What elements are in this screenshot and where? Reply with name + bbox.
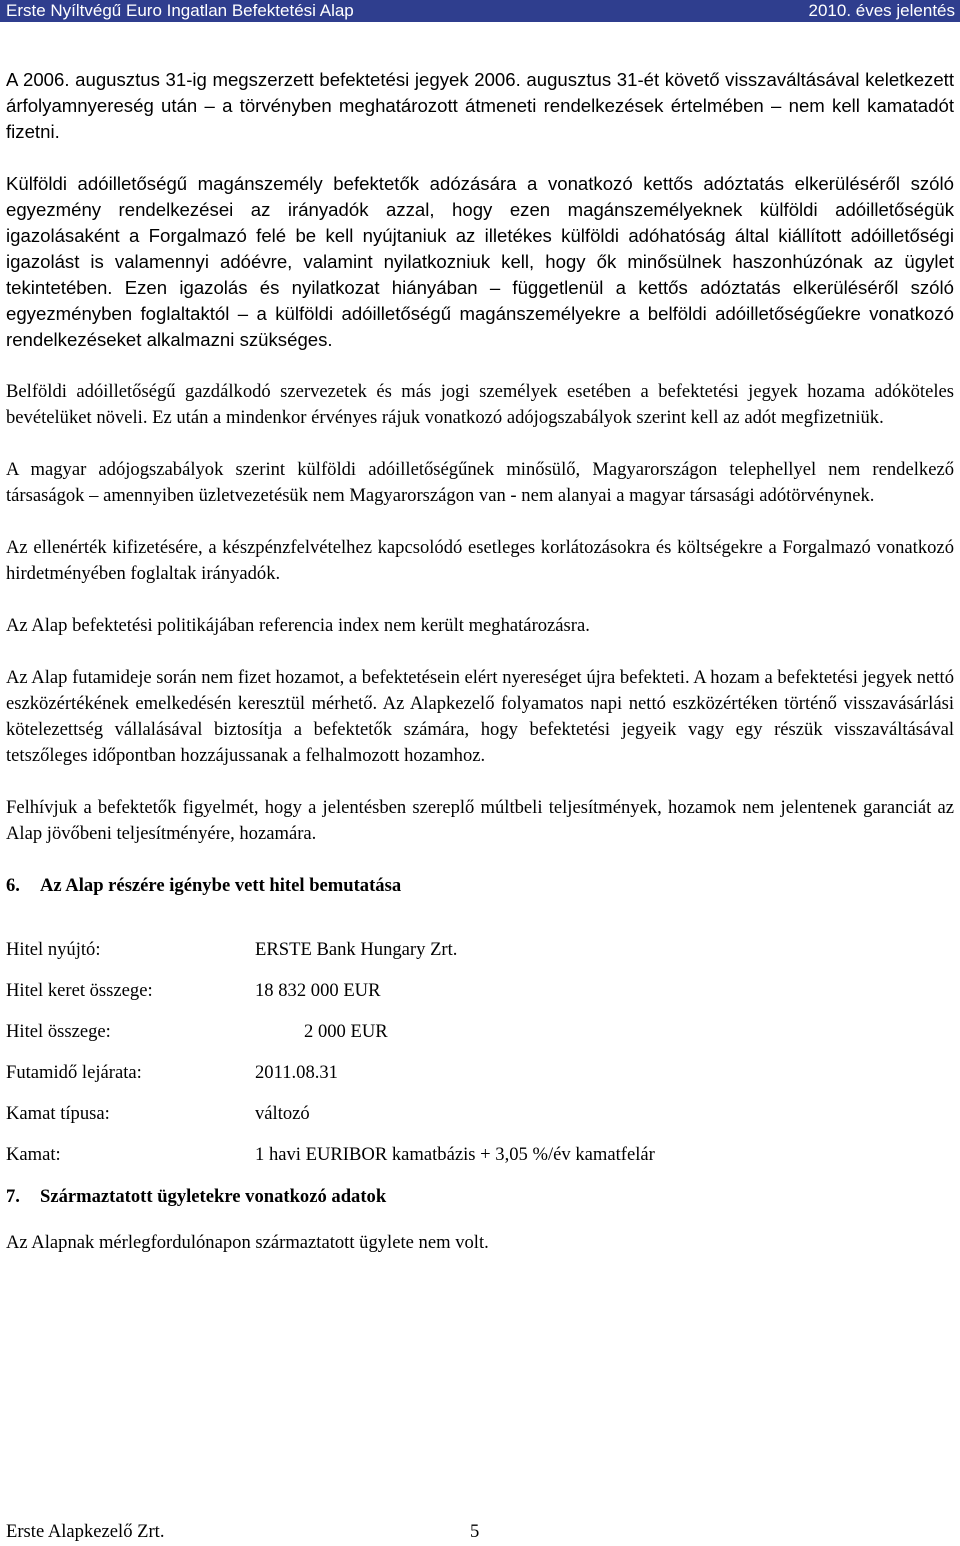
loan-label: Kamat típusa: — [6, 1103, 110, 1124]
paragraph-capital-gains-tax: A 2006. augusztus 31-ig megszerzett befektetési jegyek 2006. augusztus 31-ét követő visszaváltásával keletkezett árfolyamnyereség után – a törvényben meghatározott átmeneti rendelkezések értelmében – nem kell kamatadót fizetni. — [6, 69, 954, 142]
loan-row-credit-line — [6, 978, 954, 1004]
loan-row-rate-type — [6, 1101, 954, 1127]
loan-label: Hitel nyújtó: — [6, 939, 101, 960]
section-7-heading — [6, 1184, 954, 1210]
paragraph-payout: Az ellenérték kifizetésére, a készpénzfelvételhez kapcsolódó esetleges korlátozásokra és költségekre a Forgalmazó vonatkozó hirdetményében foglaltak irányadók. — [6, 537, 954, 584]
document-body — [6, 67, 954, 1256]
section-7-number: 7. — [6, 1186, 20, 1207]
paragraph-domestic-entities: Belföldi adóilletőségű gazdálkodó szervezetek és más jogi személyek esetében a befektetési jegyek hozama adóköteles bevételüket növeli. Ez után a mindenkor érvényes rájuk vonatkozó adójogszabályok szerint kell az adót megfizetniük. — [6, 381, 954, 428]
loan-label: Kamat: — [6, 1144, 61, 1165]
loan-value: ERSTE Bank Hungary Zrt. — [255, 939, 458, 960]
section-7-title: Származtatott ügyletekre vonatkozó adatok — [40, 1186, 387, 1207]
loan-value: változó — [255, 1103, 310, 1124]
loan-label: Hitel keret összege: — [6, 980, 153, 1001]
loan-row-amount — [6, 1019, 954, 1045]
header-fund-name: Erste Nyíltvégű Euro Ingatlan Befektetési Alap — [6, 1, 354, 20]
paragraph-benchmark: Az Alap befektetési politikájában referencia index nem került meghatározásra. — [6, 615, 590, 636]
footer-page-number: 5 — [470, 1521, 480, 1542]
loan-value: 18 832 000 EUR — [255, 980, 381, 1001]
paragraph-disclaimer: Felhívjuk a befektetők figyelmét, hogy a jelentésben szereplő múltbeli teljesítmények, hozamok nem jelentenek garanciát az Alap jövőbeni teljesítményére, hozamára. — [6, 797, 954, 844]
paragraph-foreign-companies: A magyar adójogszabályok szerint külföldi adóilletőségűnek minősülő, Magyarországon telephellyel nem rendelkező társaságok – amennyiben üzletvezetésük nem Magyarországon van - nem alanyai a magyar társasági adótörvénynek. — [6, 459, 954, 506]
loan-row-interest — [6, 1142, 954, 1168]
loan-label: Hitel összege: — [6, 1021, 111, 1042]
loan-row-lender — [6, 937, 954, 963]
paragraph-derivatives: Az Alapnak mérlegfordulónapon származtatott ügylete nem volt. — [6, 1232, 489, 1253]
loan-value: 1 havi EURIBOR kamatbázis + 3,05 %/év kamatfelár — [255, 1144, 655, 1165]
loan-label: Futamidő lejárata: — [6, 1062, 142, 1083]
paragraph-foreign-residents: Külföldi adóilletőségű magánszemély befektetők adózására a vonatkozó kettős adóztatás elkerüléséről szóló egyezmény rendelkezései az irányadók azzal, hogy ezen magánszemélyeknek külföldi adóilletőségük igazolásaként a Forgalmazó felé be kell nyújtaniuk az illetékes külföldi adóhatóság által kiállított adóilletőségi igazolást is valamennyi adóévre, valamint nyilatkozniuk kell, hogy ők minősülnek haszonhúzónak az ügylet tekintetében. Ezen igazolás és nyilatkozat hiányában – függetlenül a kettős adóztatás elkerüléséről szóló egyezményben foglaltaktól – a külföldi adóilletőségű magánszemélyekre a belföldi adóilletőségűekre vonatkozó rendelkezéseket alkalmazni szükséges. — [6, 173, 954, 350]
header-report-title: 2010. éves jelentés — [808, 1, 955, 20]
section-6-number: 6. — [6, 875, 20, 896]
paragraph-yield-policy: Az Alap futamideje során nem fizet hozamot, a befektetésein elért nyereséget újra befekteti. A hozam a befektetési jegyek nettó eszközértékének emelkedésén keresztül mérhető. Az Alapkezelő folyamatos napi nettó eszközértéken történő visszavásárlási kötelezettség vállalásával biztosítja a befektetők számára, hogy befektetési jegyeik vagy egy részük visszaváltásával tetszőleges időpontban hozzájussanak a felhalmozott hozamhoz. — [6, 667, 954, 766]
section-6-title: Az Alap részére igénybe vett hitel bemutatása — [40, 875, 402, 896]
section-6-heading — [6, 873, 954, 899]
footer-company: Erste Alapkezelő Zrt. — [6, 1521, 165, 1542]
page-header — [0, 0, 960, 22]
loan-value: 2011.08.31 — [255, 1062, 338, 1083]
loan-value: 2 000 EUR — [304, 1021, 388, 1042]
loan-row-maturity — [6, 1060, 954, 1086]
